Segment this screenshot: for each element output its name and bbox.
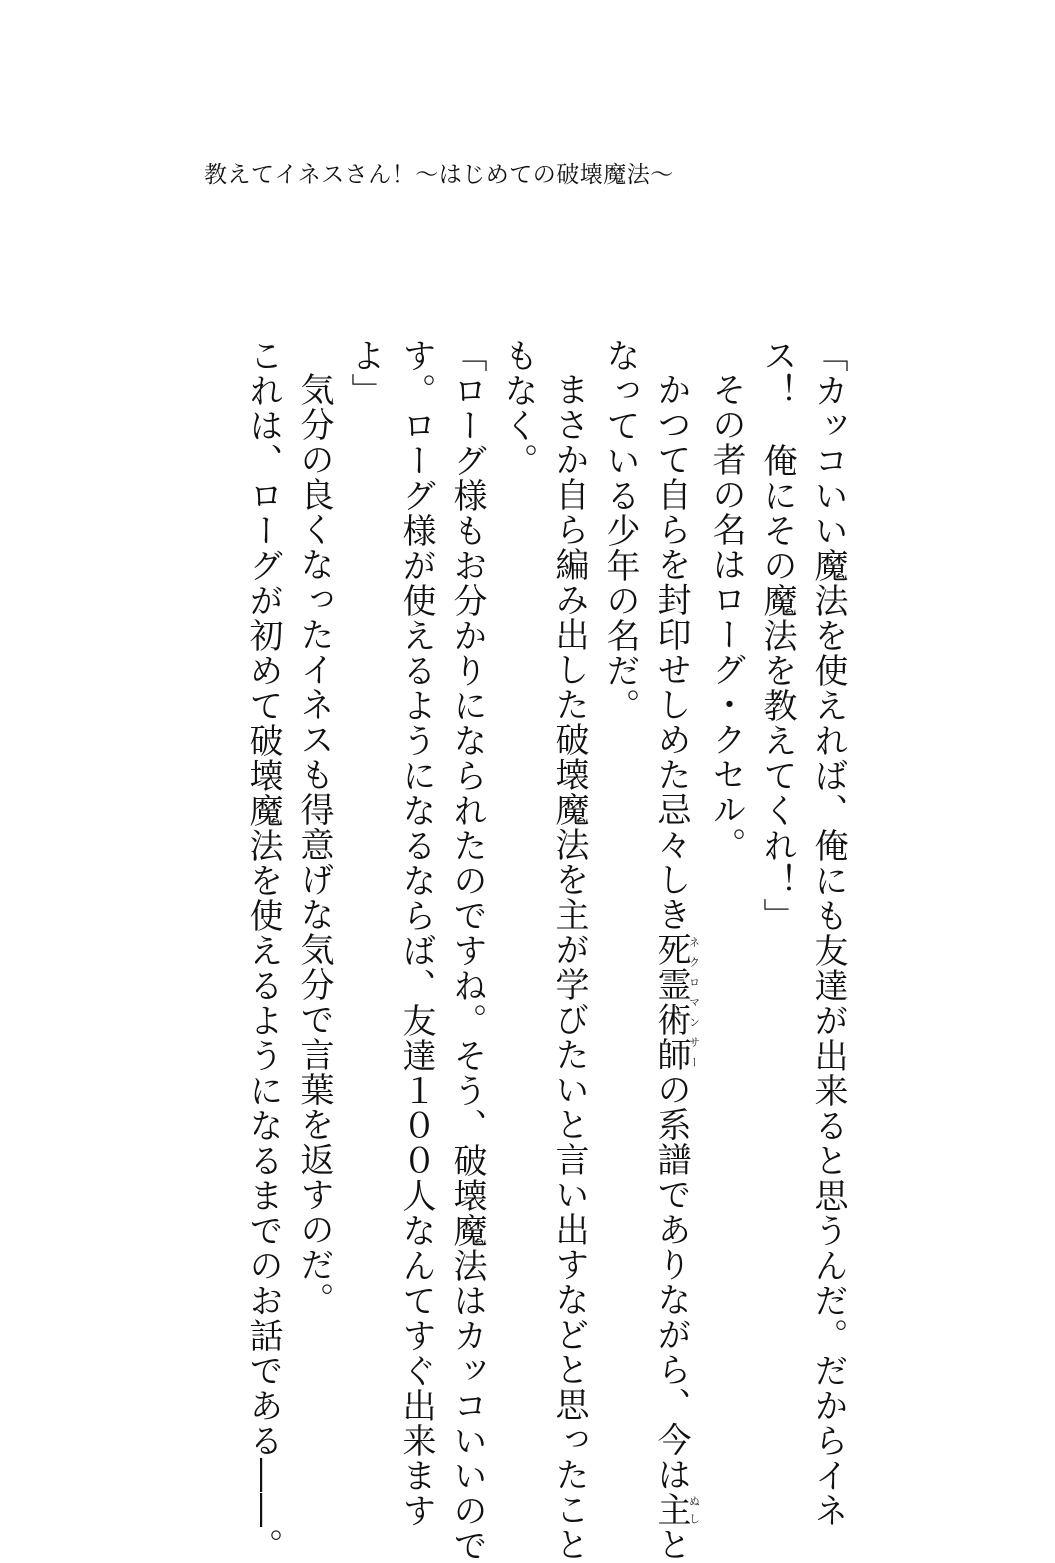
document-title: 教えてイネスさん！～はじめての破壊魔法～ <box>204 162 674 188</box>
ruby-reading-necromancer: ネクロマンサー <box>687 932 701 1072</box>
body-line-12: これは、ローグが初めて破壊魔法を使えるようになるまでのお話である――。 <box>243 338 283 1563</box>
body-line-11: 気分の良くなったイネスも得意げな気分で言葉を返すのだ。 <box>294 372 334 1317</box>
ruby-reading-master: ぬし <box>687 1492 701 1527</box>
body-line-10: よ」 <box>345 338 385 408</box>
body-line-4-part-1: かつて自らを封印せしめた忌々しき <box>651 372 691 932</box>
ruby-master <box>651 1492 701 1527</box>
body-line-8: 「ローグ様もお分かりになられたのですね。そう、破壊魔法はカッコいいので <box>447 338 487 1563</box>
body-line-9: す。ローグ様が使えるようになるならば、友達１００人なんてすぐ出来ます <box>396 338 436 1528</box>
ruby-necromancer <box>651 932 701 1072</box>
body-line-4-part-3: と <box>651 1527 691 1562</box>
body-line-3: その者の名はローグ・クセル。 <box>706 372 746 862</box>
body-line-4-part-2: の系譜でありながら、今は <box>651 1072 691 1492</box>
ruby-base-master: 主 <box>651 1492 691 1527</box>
body-line-5: なっている少年の名だ。 <box>600 338 640 723</box>
body-line-6: まさか自ら編み出した破壊魔法を主が学びたいと言い出すなどと思ったこと <box>549 372 589 1562</box>
ruby-base-necromancer: 死霊術師 <box>651 932 691 1072</box>
vertical-body-text <box>237 338 853 1563</box>
body-line-7: もなく。 <box>498 338 538 478</box>
body-line-4 <box>645 338 701 1562</box>
body-line-1: 「カッコいい魔法を使えれば、俺にも友達が出来ると思うんだ。だからイネ <box>808 338 848 1528</box>
body-line-2: ス！ 俺にその魔法を教えてくれ！」 <box>757 338 797 933</box>
